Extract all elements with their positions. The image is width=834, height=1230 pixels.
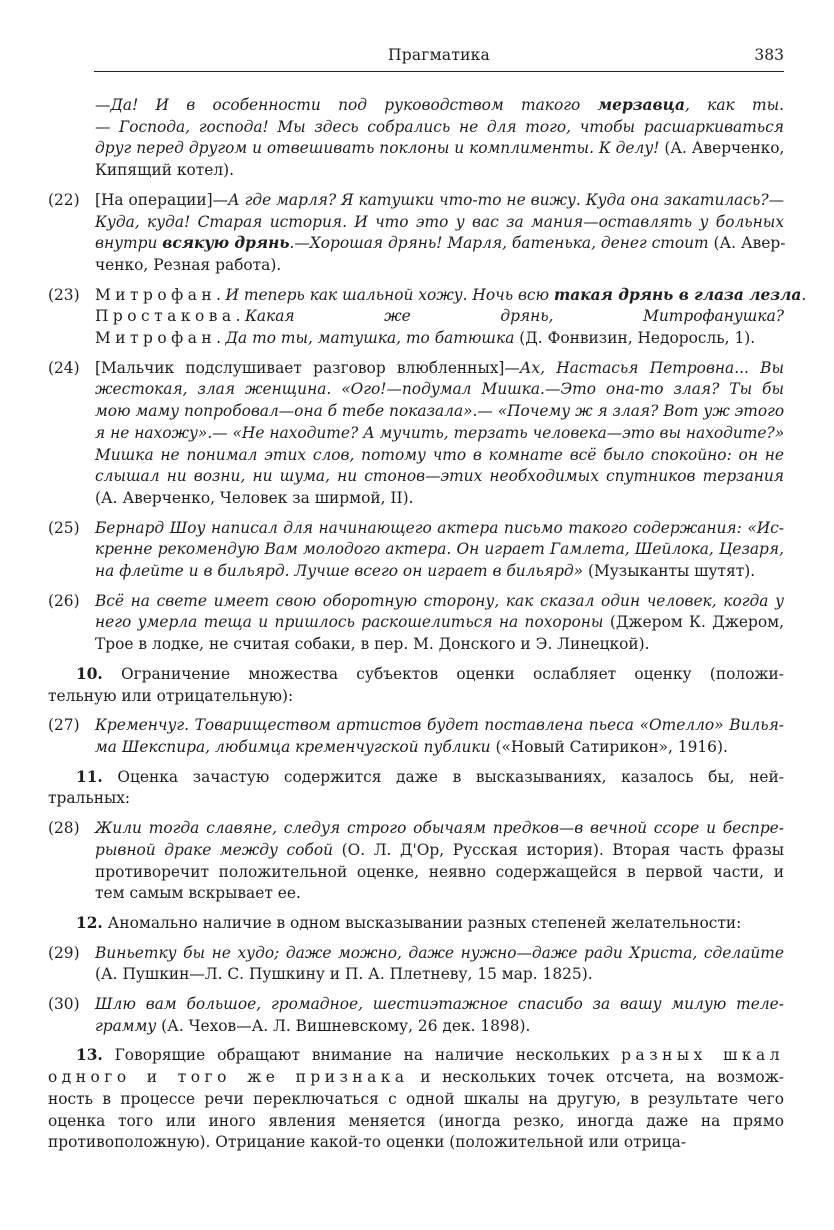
text-line: него умерла теща и пришлось раскошелиться на похороны (Джером К. Джером, [95,613,784,632]
text-line: 10. Ограничение множества субъектов оценки ослабляет оценку (положи- [76,664,784,683]
text-line: внутри всякую дрянь.—Хорошая дрянь! Марля, батенька, денег стоит (А. Авер- [95,234,786,253]
text-line: жестокая, злая женщина. «Ого!—подумал Мишка.—Это она-то злая? Ты бы [95,380,784,399]
text-line: ма Шекспира, любимца кременчугской публики («Новый Сатирикон», 1916). [95,737,728,756]
text-line: —Да! И в особенности под руководством такого мерзавца, как ты. [95,96,784,114]
paragraph-11 [48,767,784,810]
text-line: 13. Говорящие обращают внимание на наличие нескольких разных шкал [76,1046,784,1065]
text-line: Митрофан.И теперь как шальной хожу. Ночь всю такая дрянь в глаза лезла. [95,285,807,304]
text-line: грамму (А. Чехов—А. Л. Вишневскому, 26 дек. 1898). [95,1016,531,1035]
text-line: противоположную). Отрицание какой-то оценки (положительной или отрица- [48,1133,687,1152]
text-line: Мишка не понимал этих слов, потому что в комнате всё было спокойно: он не [95,445,784,464]
text-line: Кипящий котел). [95,161,235,180]
page-number: 383 [754,46,784,64]
text-line: слышал ни возни, ни шума, ни стонов—этих необходимых спутников терзания [95,467,784,486]
text-line: противоречит положительной оценке, неявно содержащейся в первой части, и [95,862,784,881]
text-line: Кременчуг. Товариществом артистов будет поставлена пьеса «Отелло» Вилья- [95,716,784,735]
example-29 [48,943,784,986]
text-line: 12. Аномально наличие в одном высказывании разных степеней желательности: [76,913,742,932]
example-number: (23) [48,285,80,304]
example-23 [48,285,807,350]
text-line: мою маму попробовал—она б тебе показала».— «Почему ж я злая? Вот уж этого [95,402,785,421]
text-line: (А. Аверченко, Человек за ширмой, II). [95,488,414,507]
running-header [94,46,784,70]
example-number: (22) [48,190,80,209]
text-line: Виньетку бы не худо; даже можно, даже нужно—даже ради Христа, сделайте [95,943,784,962]
example-number: (29) [48,943,80,962]
text-line: — Господа, господа! Мы здесь собрались не для того, чтобы расшаркиваться [95,117,784,136]
text-line: тельную или отрицательную): [48,686,294,705]
example-number: (26) [48,591,80,610]
text-line: 11. Оценка зачастую содержится даже в высказываниях, казалось бы, ней- [76,767,784,786]
text-line: рывной драке между собой (О. Л. Д'Ор, Русская история). Вторая часть фразы [95,840,785,859]
example-number: (24) [48,358,80,377]
continued-example [48,95,784,182]
text-line: Бернард Шоу написал для начинающего актера письмо такого содержания: «Ис- [95,518,784,537]
text-line: Куда, куда! Старая история. И что это у вас за мания—оставлять у больных [95,212,784,231]
example-27 [48,715,784,758]
text-line: (А. Пушкин—Л. С. Пушкину и П. А. Плетневу, 15 мар. 1825). [95,965,593,984]
example-26 [48,591,784,656]
text-line: кренне рекомендую Вам молодого актера. Он играет Гамлета, Шейлока, Цезаря, [95,540,784,559]
text-line: я не нахожу».— «Не находите? А мучить, терзать человека—это вы находите?» [95,423,785,442]
text-line: ность в процессе речи переключаться с одной шкалы на другую, в результате чего [48,1089,784,1108]
example-30 [48,994,784,1037]
paragraph-10 [48,664,784,707]
example-22 [48,190,784,277]
text-line: Простакова.Какая же дрянь, Митрофанушка? [95,307,784,326]
example-24 [48,358,784,510]
example-number: (28) [48,819,80,838]
running-title: Прагматика [388,46,490,64]
text-line: Всё на свете имеет свою оборотную сторону, как сказал один человек, когда у [95,591,784,610]
example-28 [48,818,784,905]
text-line: [На операции]—А где марля? Я катушки что-то не вижу. Куда она закатилась?— [95,190,784,209]
text-line: тральных: [48,789,131,808]
example-number: (27) [48,716,80,735]
text-line: Митрофан.Да то ты, матушка, то батюшка (Д. Фонвизин, Недоросль, 1). [95,329,756,348]
example-25 [48,518,784,583]
text-line: Шлю вам большое, громадное, шестиэтажное спасибо за вашу милую теле- [95,995,784,1014]
text-line: друг перед другом и отвешивать поклоны и комплименты. К делу! (А. Аверченко, [95,139,785,158]
text-line: тем самым вскрывает ее. [95,884,301,903]
text-line: Трое в лодке, не считая собаки, в пер. М. Донского и Э. Линецкой). [95,635,650,654]
example-number: (25) [48,518,80,537]
text-line: Жили тогда славяне, следуя строго обычаям предков—в вечной ссоре и беспре- [95,819,784,838]
text-line: ченко, Резная работа). [95,255,282,274]
header-rule [94,71,784,72]
paragraph-13 [48,1045,784,1154]
paragraph-12 [48,913,784,935]
page-body [48,95,807,1154]
text-line: на флейте и в бильярд. Лучше всего он играет в бильярд» (Музыканты шутят). [95,562,756,581]
example-number: (30) [48,995,80,1014]
text-line: одного и того же признака и нескольких точек отсчета, на возмож- [48,1068,784,1087]
text-line: оценка того или иного явления меняется (иногда резко, иногда даже на прямо [48,1111,784,1130]
text-line: [Мальчик подслушивает разговор влюбленных]—Ах, Настасья Петровна... Вы [95,358,784,377]
